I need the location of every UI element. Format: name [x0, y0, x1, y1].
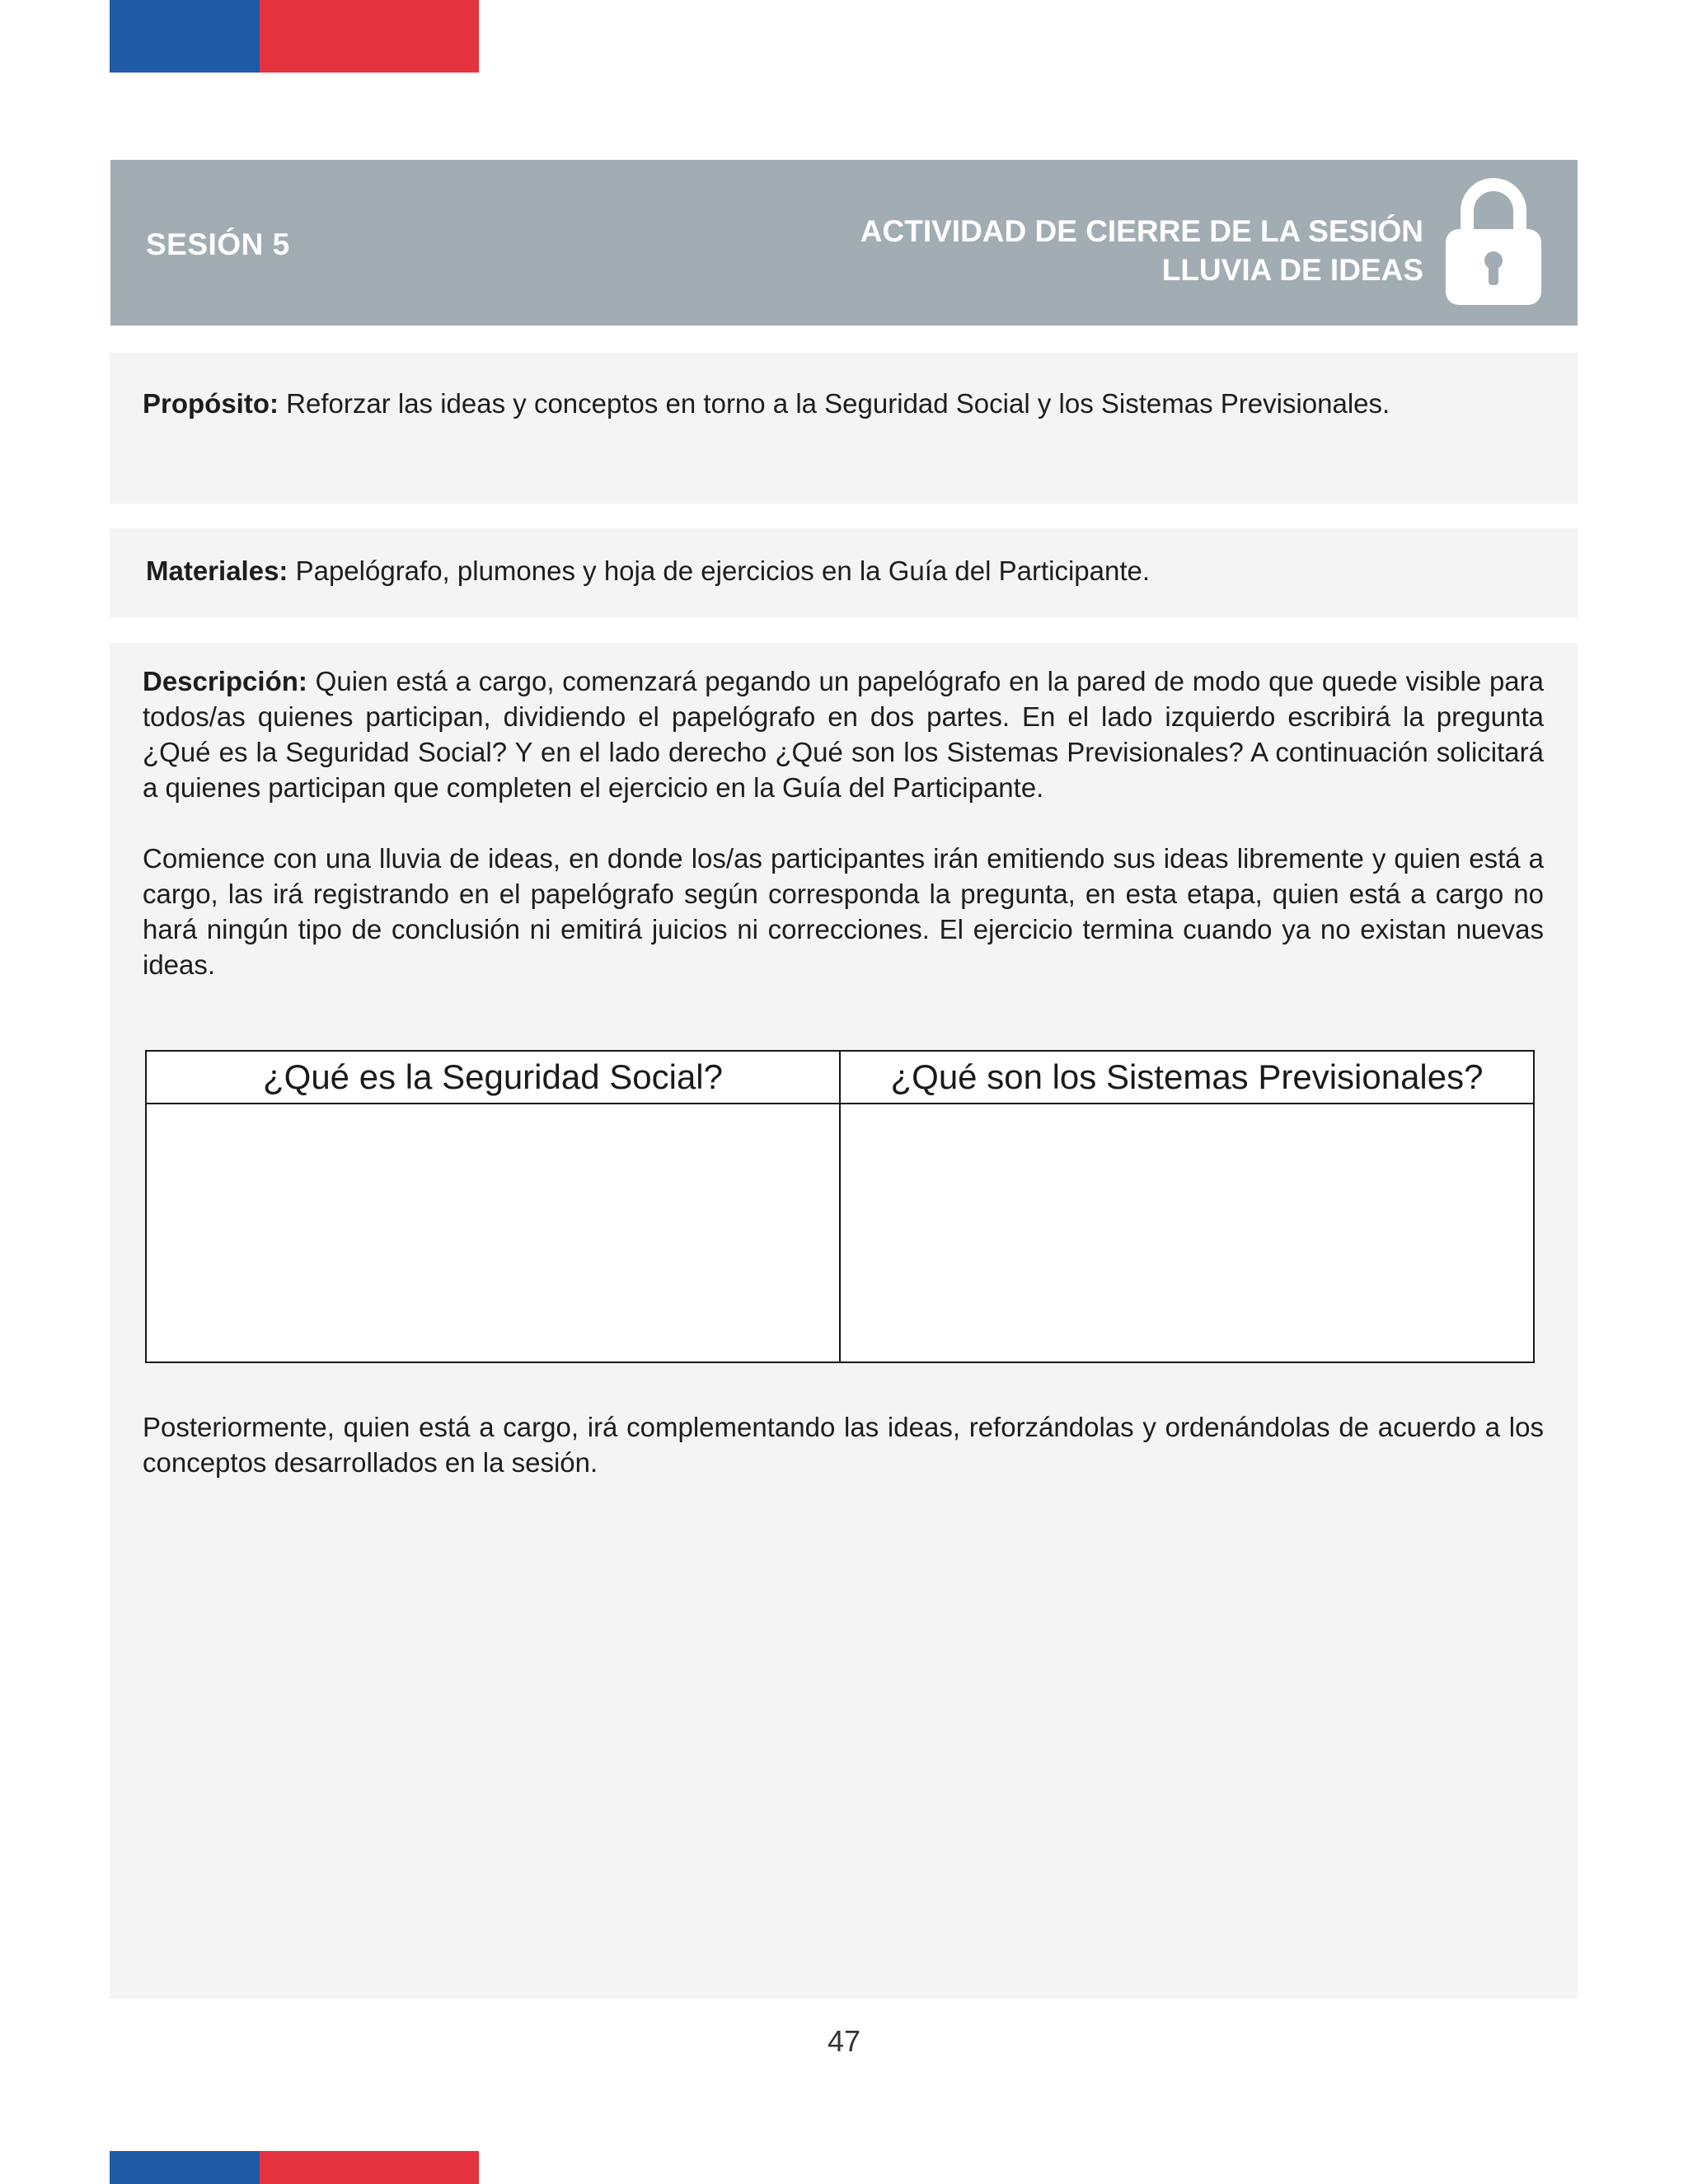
description-section	[110, 643, 1578, 1999]
purpose-label: Propósito:	[143, 388, 279, 419]
table-header-row	[147, 1052, 1533, 1104]
flag-red-segment	[260, 2151, 479, 2184]
description-label: Descripción:	[143, 666, 307, 696]
purpose-section	[110, 353, 1578, 504]
session-label: SESIÓN 5	[146, 227, 290, 261]
table-header-seguridad-social: ¿Qué es la Seguridad Social?	[263, 1057, 723, 1096]
materials-section	[110, 528, 1578, 617]
page-number: 47	[827, 2024, 861, 2058]
table-cell-seguridad-social	[147, 1104, 839, 1361]
flag-blue-segment	[110, 2151, 260, 2184]
flag-blue-segment	[110, 0, 260, 73]
lock-icon	[1444, 175, 1543, 307]
flag-stripe-top	[110, 0, 479, 73]
table-body-row	[147, 1104, 1533, 1361]
description-text: Quien está a cargo, comenzará pegando un papelógrafo en la pared de modo que quede visible para todos/as quienes participan, dividiendo el papelógrafo en dos partes. En el lado izquierdo escribirá la pregunta ¿Qué es la Seguridad Social? Y en el lado derecho ¿Qué son los Sistemas Previsionales? A continuación solicitará a quienes participan que completen el ejercicio en la Guía del Participante.	[143, 666, 1544, 803]
materials-paragraph	[146, 553, 1541, 588]
activity-title-line2: LLUVIA DE IDEAS	[1161, 253, 1423, 287]
flag-stripe-bottom	[110, 2151, 479, 2184]
closing-paragraph: Posteriormente, quien está a cargo, irá complementando las ideas, reforzándolas y ordenándolas de acuerdo a los conceptos desarrollados en la sesión.	[143, 1412, 1544, 1478]
purpose-paragraph	[143, 386, 1545, 421]
flag-red-segment	[260, 0, 479, 73]
description-paragraph-2: Comience con una lluvia de ideas, en donde los/as participantes irán emitiendo sus ideas libremente y quien está a cargo, las irá registrando en el papelógrafo según corresponda la pregunta, en esta etapa, quien está a cargo no hará ningún tipo de conclusión ni emitirá juicios ni correcciones. El ejercicio termina cuando ya no existan nuevas ideas.	[143, 843, 1544, 980]
purpose-text: Reforzar las ideas y conceptos en torno a la Seguridad Social y los Sistemas Previsionales.	[278, 388, 1390, 419]
activity-title	[860, 212, 1423, 289]
materials-label: Materiales:	[146, 555, 288, 586]
table-header-sistemas-previsionales: ¿Qué son los Sistemas Previsionales?	[839, 1052, 1533, 1103]
brainstorm-table	[145, 1050, 1535, 1363]
table-cell-sistemas-previsionales	[839, 1104, 1533, 1361]
activity-title-line1: ACTIVIDAD DE CIERRE DE LA SESIÓN	[860, 214, 1423, 248]
materials-text: Papelógrafo, plumones y hoja de ejercicios en la Guía del Participante.	[288, 555, 1151, 586]
description-paragraph-1	[143, 663, 1544, 805]
session-header	[110, 160, 1578, 326]
